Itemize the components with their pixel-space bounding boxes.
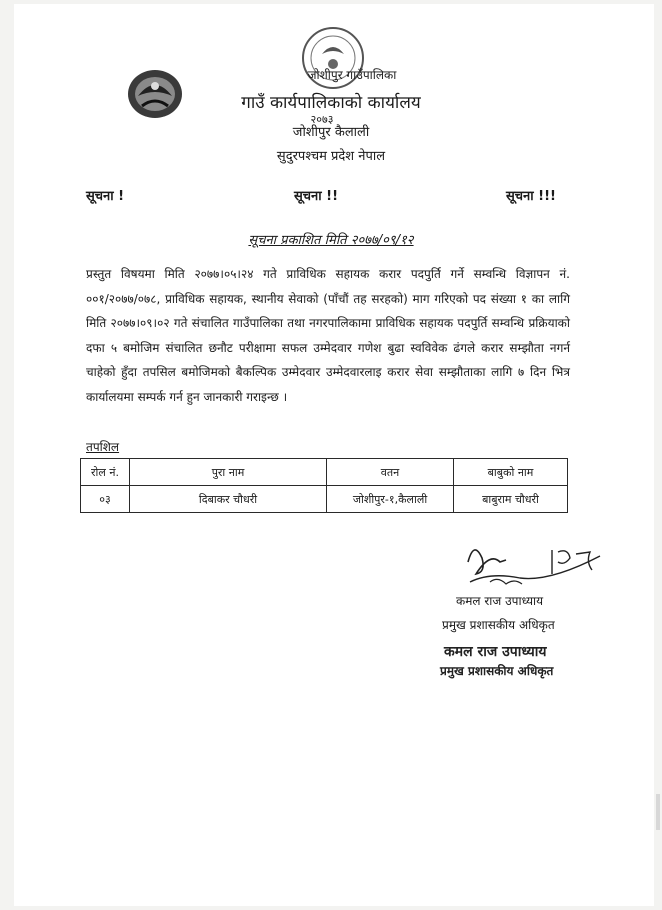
notice-heading-2: सूचना !!	[294, 189, 339, 204]
title-stamp: प्रमुख प्रशासकीय अधिकृत	[440, 664, 554, 678]
col-full-name: पुरा नाम	[130, 459, 327, 486]
office-address: जोशीपुर कैलाली	[292, 125, 370, 140]
signatory-title: प्रमुख प्रशासकीय अधिकृत	[442, 618, 555, 632]
notice-heading-1: सूचना !	[86, 189, 125, 204]
office-title: गाउँ कार्यपालिकाको कार्यालय	[241, 93, 421, 113]
table-row	[81, 486, 568, 513]
cell-roll-number: ०३	[81, 486, 130, 513]
cell-full-name: दिबाकर चौधरी	[130, 486, 327, 513]
candidate-table	[80, 458, 568, 513]
notice-heading-3: सूचना !!!	[506, 189, 556, 204]
province-name: सुदुरपश्चम प्रदेश नेपाल	[276, 149, 386, 164]
handwritten-signature-icon	[460, 532, 610, 596]
table-header-row	[81, 459, 568, 486]
notice-body: प्रस्तुत विषयमा मिति २०७७।०५।२४ गते प्राविधिक सहायक करार पदपुर्ति गर्ने सम्वन्धि विज्ञापन नं. ००१/२०७७/०७८, प्राविधिक सहायक, स्थानीय सेवाको (पाँचौं तह सरहको) माग गरिएको पद संख्या १ का लागि मिति २०७७।०९।०२ गते संचालित गाउँपालिका तथा नगरपालिकामा प्राविधिक सहायक पदपुर्ति सम्वन्धि प्रक्रियाको दफा ५ बमोजिम संचालित छनौट परीक्षामा सफल उम्मेदवार गणेश बुढा स्वविवेक ढंगले करार सम्झौता नगर्न चाहेको हुँदा तपसिल बमोजिमको बैकल्पिक उम्मेदवार उम्मेदवारलाइ करार सेवा सम्झौताका लागि ७ दिन भित्र कार्यालयमा सम्पर्क गर्न हुन जानकारी गराइन्छ ।	[86, 267, 570, 404]
scan-edge-mark	[656, 794, 660, 830]
name-stamp: कमल राज उपाध्याय	[444, 644, 547, 660]
signatory-name: कमल राज उपाध्याय	[456, 594, 544, 608]
col-father-name: बाबुको नाम	[454, 459, 568, 486]
cell-address: जोशीपुर-१,कैलाली	[327, 486, 454, 513]
stamp-year: २०७३	[310, 113, 334, 126]
details-label: तपशिल	[86, 440, 120, 454]
published-date: सूचना प्रकाशित मिति २०७७/०९/१२	[248, 233, 414, 248]
col-address: वतन	[327, 459, 454, 486]
col-roll-number: रोल नं.	[81, 459, 130, 486]
cell-father-name: बाबुराम चौधरी	[454, 486, 568, 513]
stamp-name: जोशीपुर गाउँपालिका	[307, 68, 397, 82]
